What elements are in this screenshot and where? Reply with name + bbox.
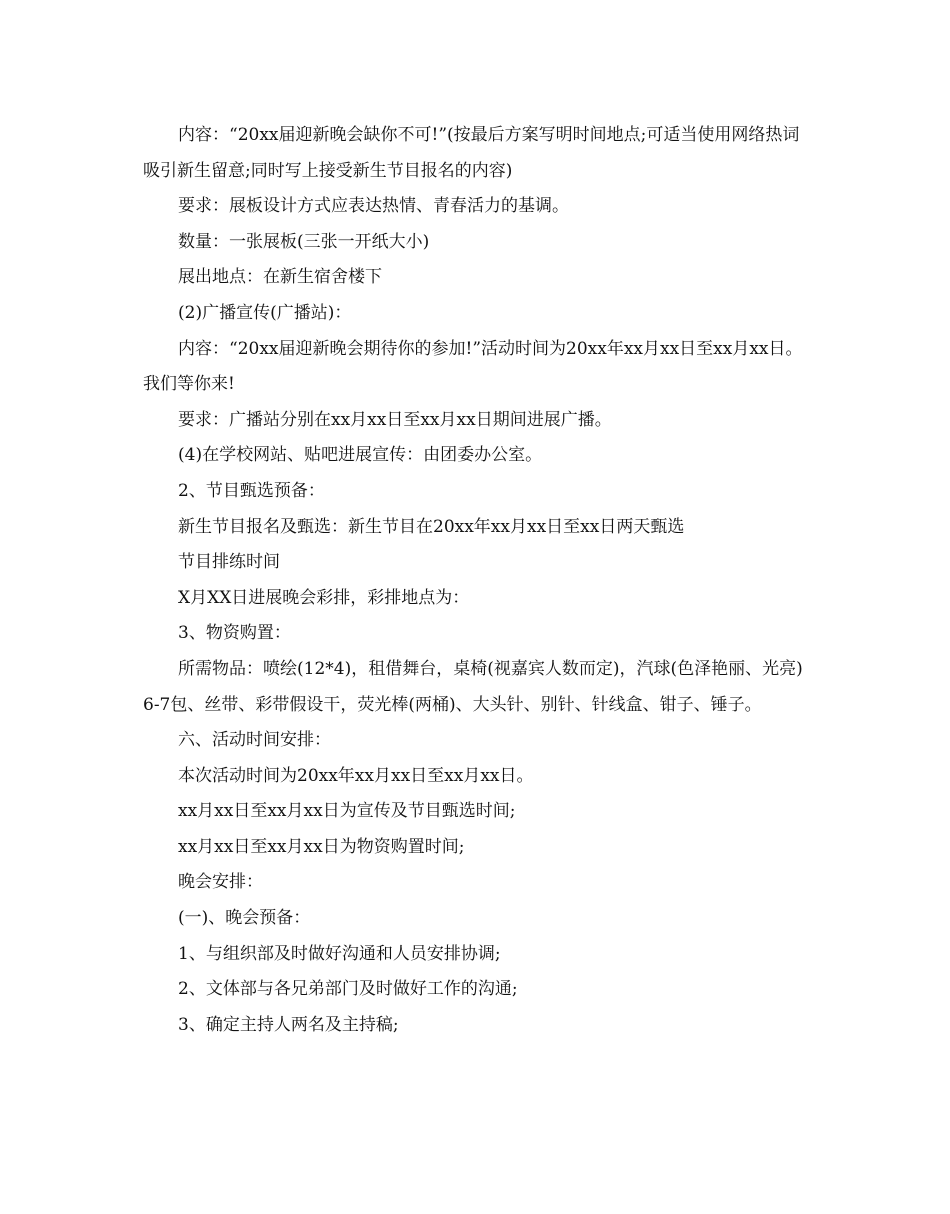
paragraph-party-arrangement: 晚会安排： <box>178 872 263 893</box>
paragraph-schedule-promotion: xx月xx日至xx月xx日为宣传及节目甄选时间; <box>178 801 516 822</box>
paragraph-schedule-purchase: xx月xx日至xx月xx日为物资购置时间; <box>178 836 465 857</box>
paragraph-rehearsal-time: 节目排练时间 <box>178 552 280 573</box>
paragraph-program-signup: 新生节目报名及甄选：新生节目在20xx年xx月xx日至xx日两天甄选 <box>178 516 685 537</box>
paragraph-broadcast-heading: (2)广播宣传(广播站)： <box>178 302 352 323</box>
paragraph-prep-item-2: 2、文体部与各兄弟部门及时做好工作的沟通; <box>178 979 518 1000</box>
paragraph-display-location: 展出地点：在新生宿舍楼下 <box>178 267 382 288</box>
paragraph-display-quantity: 数量：一张展板(三张一开纸大小) <box>178 231 430 252</box>
paragraph-display-content: 内容：“20xx届迎新晚会缺你不可!”(按最后方案写明时间地点;可适当使用网络热词吸引新生留意;同时写上接受新生节目报名的内容) <box>143 125 800 181</box>
document-body <box>143 118 813 1043</box>
paragraph-prep-item-1: 1、与组织部及时做好沟通和人员安排协调; <box>178 943 501 964</box>
paragraph-rehearsal-date: X月XX日进展晚会彩排，彩排地点为： <box>178 587 470 608</box>
paragraph-schedule-overall: 本次活动时间为20xx年xx月xx日至xx月xx日。 <box>178 765 534 786</box>
paragraph-schedule-heading: 六、活动时间安排： <box>178 730 331 751</box>
paragraph-website-promotion: (4)在学校网站、贴吧进展宣传：由团委办公室。 <box>178 445 543 466</box>
paragraph-program-selection-heading: 2、节目甄选预备： <box>178 480 325 501</box>
paragraph-broadcast-requirement: 要求：广播站分别在xx月xx日至xx月xx日期间进展广播。 <box>178 409 612 430</box>
paragraph-display-requirement: 要求：展板设计方式应表达热情、青春活力的基调。 <box>178 196 569 217</box>
paragraph-supplies-heading: 3、物资购置： <box>178 623 291 644</box>
paragraph-party-preparation: (一)、晚会预备： <box>178 908 311 929</box>
paragraph-broadcast-content: 内容：“20xx届迎新晚会期待你的参加!”活动时间为20xx年xx月xx日至xx月xx日。我们等你来! <box>143 338 803 395</box>
paragraph-supplies-list: 所需物品：喷绘(12*4)，租借舞台，桌椅(视嘉宾人数而定)，汽球(色泽艳丽、光亮)6-7包、丝带、彩带假设干，荧光棒(两桶)、大头针、别针、针线盒、钳子、锤子。 <box>143 658 803 715</box>
paragraph-prep-item-3: 3、确定主持人两名及主持稿; <box>178 1014 399 1035</box>
